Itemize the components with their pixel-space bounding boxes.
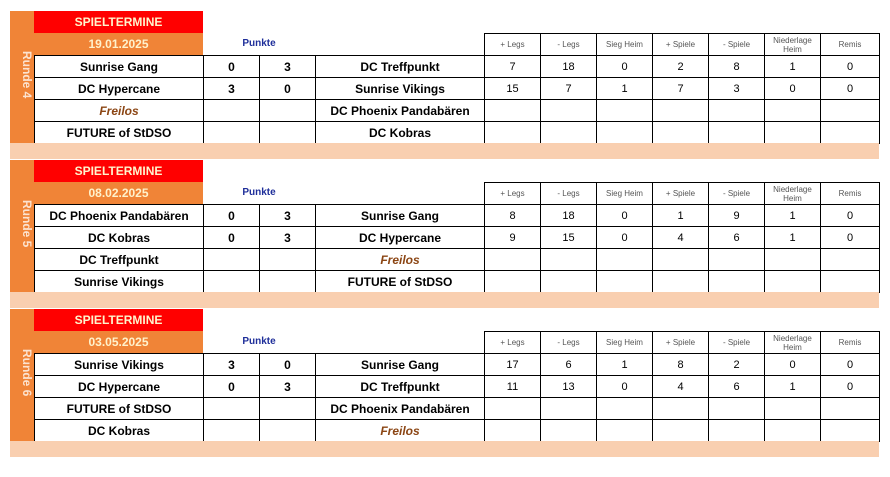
stats-cell: 0: [821, 376, 880, 398]
stats-cell: [821, 271, 880, 293]
table-row: [35, 122, 485, 144]
stats-header: + Spiele: [653, 34, 709, 56]
stats-cell: [709, 420, 765, 442]
home-team: Sunrise Vikings: [35, 354, 204, 376]
away-team: Freilos: [316, 249, 485, 271]
table-row: [35, 249, 485, 271]
punkte-label: Punkte: [242, 187, 276, 198]
home-team: Sunrise Vikings: [35, 271, 204, 293]
stats-cell: [821, 100, 880, 122]
table-row: [35, 420, 485, 442]
stats-header: Remis: [821, 183, 880, 205]
stats-cell: 9: [485, 227, 541, 249]
home-team: DC Treffpunkt: [35, 249, 204, 271]
stats-header-row: [485, 34, 880, 56]
away-points: [260, 420, 316, 442]
stats-table: [484, 331, 880, 442]
stats-cell: 0: [821, 56, 880, 78]
separator-strip: [10, 292, 879, 308]
stats-cell: [541, 122, 597, 144]
stats-cell: 8: [485, 205, 541, 227]
separator-strip: [10, 441, 879, 457]
stats-header-row: [485, 332, 880, 354]
round-sidebar: [10, 309, 34, 441]
table-row: [35, 100, 485, 122]
away-team: Sunrise Gang: [316, 205, 485, 227]
stats-cell: [653, 249, 709, 271]
stats-cell: 1: [765, 205, 821, 227]
stats-header-row: [485, 183, 880, 205]
home-team: FUTURE of StDSO: [35, 398, 204, 420]
round-block: [10, 11, 879, 160]
stats-header: + Legs: [485, 34, 541, 56]
away-points: 3: [260, 205, 316, 227]
stats-cell: [597, 122, 653, 144]
stats-cell: 7: [653, 78, 709, 100]
stats-cell: 1: [765, 56, 821, 78]
stats-cell: 8: [709, 56, 765, 78]
match-table: [34, 204, 485, 293]
away-team: Sunrise Vikings: [316, 78, 485, 100]
home-team: Sunrise Gang: [35, 56, 204, 78]
stats-cell: 8: [653, 354, 709, 376]
stats-cell: 4: [653, 227, 709, 249]
stats-row: [485, 122, 880, 144]
stats-cell: 11: [485, 376, 541, 398]
home-team: FUTURE of StDSO: [35, 122, 204, 144]
away-points: [260, 100, 316, 122]
stats-header: - Legs: [541, 34, 597, 56]
stats-row: [485, 78, 880, 100]
stats-cell: [597, 100, 653, 122]
match-date: 03.05.2025: [34, 331, 203, 353]
round-label: Runde 5: [20, 200, 34, 248]
stats-cell: [765, 122, 821, 144]
stats-cell: 0: [597, 376, 653, 398]
stats-table: [484, 182, 880, 293]
stats-header: Sieg Heim: [597, 332, 653, 354]
stats-cell: [653, 122, 709, 144]
home-team: DC Kobras: [35, 420, 204, 442]
round-label: Runde 6: [20, 349, 34, 397]
away-team: DC Treffpunkt: [316, 56, 485, 78]
home-points: 0: [204, 376, 260, 398]
home-team: Freilos: [35, 100, 204, 122]
stats-cell: [485, 249, 541, 271]
stats-cell: [597, 249, 653, 271]
round-block: [10, 309, 879, 458]
home-points: [204, 249, 260, 271]
away-team: DC Treffpunkt: [316, 376, 485, 398]
match-table: [34, 55, 485, 144]
punkte-label: Punkte: [242, 336, 276, 347]
stats-cell: 1: [765, 376, 821, 398]
stats-cell: 2: [653, 56, 709, 78]
stats-cell: 0: [821, 78, 880, 100]
stats-cell: [541, 249, 597, 271]
stats-cell: 0: [597, 56, 653, 78]
home-points: 0: [204, 205, 260, 227]
stats-header: - Legs: [541, 332, 597, 354]
stats-cell: [541, 100, 597, 122]
stats-header: Remis: [821, 34, 880, 56]
away-team: Freilos: [316, 420, 485, 442]
away-team: FUTURE of StDSO: [316, 271, 485, 293]
stats-cell: [485, 100, 541, 122]
stats-cell: 9: [709, 205, 765, 227]
stats-cell: [597, 398, 653, 420]
stats-header: Niederlage Heim: [765, 183, 821, 205]
separator-strip: [10, 143, 879, 159]
away-team: DC Phoenix Pandabären: [316, 100, 485, 122]
table-row: [35, 227, 485, 249]
stats-header: - Legs: [541, 183, 597, 205]
stats-cell: 0: [821, 227, 880, 249]
punkte-label: Punkte: [242, 38, 276, 49]
stats-row: [485, 271, 880, 293]
home-team: DC Hypercane: [35, 376, 204, 398]
stats-cell: 0: [765, 354, 821, 376]
table-row: [35, 354, 485, 376]
stats-cell: 6: [709, 227, 765, 249]
home-points: [204, 271, 260, 293]
table-row: [35, 78, 485, 100]
stats-cell: [821, 122, 880, 144]
stats-cell: [485, 420, 541, 442]
home-points: 3: [204, 78, 260, 100]
round-block: [10, 160, 879, 309]
home-team: DC Hypercane: [35, 78, 204, 100]
stats-cell: [653, 398, 709, 420]
stats-header: + Legs: [485, 183, 541, 205]
stats-header: Niederlage Heim: [765, 332, 821, 354]
stats-cell: [709, 122, 765, 144]
stats-cell: [821, 249, 880, 271]
away-team: DC Hypercane: [316, 227, 485, 249]
stats-row: [485, 100, 880, 122]
stats-header: + Legs: [485, 332, 541, 354]
home-points: 3: [204, 354, 260, 376]
stats-cell: [485, 271, 541, 293]
stats-row: [485, 227, 880, 249]
stats-cell: [709, 271, 765, 293]
stats-header: - Spiele: [709, 34, 765, 56]
stats-cell: [821, 398, 880, 420]
away-points: 0: [260, 78, 316, 100]
stats-cell: 17: [485, 354, 541, 376]
away-team: Sunrise Gang: [316, 354, 485, 376]
stats-header: Remis: [821, 332, 880, 354]
home-points: 0: [204, 56, 260, 78]
section-title: SPIELTERMINE: [34, 309, 203, 331]
home-points: [204, 420, 260, 442]
stats-header: Sieg Heim: [597, 34, 653, 56]
stats-cell: [765, 420, 821, 442]
stats-cell: 7: [541, 78, 597, 100]
stats-row: [485, 249, 880, 271]
home-points: 0: [204, 227, 260, 249]
section-title: SPIELTERMINE: [34, 160, 203, 182]
away-points: [260, 398, 316, 420]
table-row: [35, 271, 485, 293]
stats-cell: 0: [597, 205, 653, 227]
away-points: [260, 271, 316, 293]
stats-cell: [765, 100, 821, 122]
stats-cell: [821, 420, 880, 442]
away-points: [260, 249, 316, 271]
table-row: [35, 398, 485, 420]
away-points: 3: [260, 56, 316, 78]
stats-cell: [765, 249, 821, 271]
stats-cell: 4: [653, 376, 709, 398]
stats-cell: 1: [765, 227, 821, 249]
stats-cell: 1: [653, 205, 709, 227]
match-date: 19.01.2025: [34, 33, 203, 55]
stats-cell: [485, 122, 541, 144]
table-row: [35, 56, 485, 78]
stats-cell: [597, 271, 653, 293]
stats-cell: 6: [709, 376, 765, 398]
match-date: 08.02.2025: [34, 182, 203, 204]
stats-cell: [653, 271, 709, 293]
away-team: DC Kobras: [316, 122, 485, 144]
stats-cell: [653, 100, 709, 122]
stats-cell: [541, 420, 597, 442]
match-table: [34, 353, 485, 442]
stats-cell: 6: [541, 354, 597, 376]
stats-cell: [485, 398, 541, 420]
section-title: SPIELTERMINE: [34, 11, 203, 33]
stats-cell: [709, 398, 765, 420]
away-points: 3: [260, 227, 316, 249]
away-points: 3: [260, 376, 316, 398]
stats-header: + Spiele: [653, 183, 709, 205]
stats-cell: [597, 420, 653, 442]
stats-row: [485, 56, 880, 78]
stats-cell: [765, 398, 821, 420]
home-points: [204, 100, 260, 122]
stats-header: - Spiele: [709, 183, 765, 205]
stats-cell: 2: [709, 354, 765, 376]
stats-cell: 1: [597, 78, 653, 100]
stats-row: [485, 376, 880, 398]
away-points: 0: [260, 354, 316, 376]
stats-cell: 0: [597, 227, 653, 249]
home-team: DC Kobras: [35, 227, 204, 249]
stats-cell: 0: [821, 205, 880, 227]
home-points: [204, 122, 260, 144]
home-points: [204, 398, 260, 420]
stats-cell: [709, 249, 765, 271]
stats-cell: 7: [485, 56, 541, 78]
stats-cell: 1: [597, 354, 653, 376]
away-points: [260, 122, 316, 144]
stats-cell: 18: [541, 56, 597, 78]
stats-cell: [765, 271, 821, 293]
stats-cell: 0: [821, 354, 880, 376]
stats-cell: 3: [709, 78, 765, 100]
stats-header: - Spiele: [709, 332, 765, 354]
stats-cell: 15: [541, 227, 597, 249]
round-label: Runde 4: [20, 51, 34, 99]
stats-row: [485, 205, 880, 227]
stats-cell: [541, 398, 597, 420]
table-row: [35, 376, 485, 398]
stats-cell: [709, 100, 765, 122]
stats-cell: 0: [765, 78, 821, 100]
stats-row: [485, 420, 880, 442]
stats-cell: [541, 271, 597, 293]
stats-cell: [653, 420, 709, 442]
stats-cell: 13: [541, 376, 597, 398]
round-sidebar: [10, 11, 34, 143]
stats-header: Niederlage Heim: [765, 34, 821, 56]
stats-row: [485, 398, 880, 420]
stats-cell: 15: [485, 78, 541, 100]
stats-header: Sieg Heim: [597, 183, 653, 205]
stats-header: + Spiele: [653, 332, 709, 354]
table-row: [35, 205, 485, 227]
stats-table: [484, 33, 880, 144]
round-sidebar: [10, 160, 34, 292]
stats-cell: 18: [541, 205, 597, 227]
home-team: DC Phoenix Pandabären: [35, 205, 204, 227]
away-team: DC Phoenix Pandabären: [316, 398, 485, 420]
stats-row: [485, 354, 880, 376]
